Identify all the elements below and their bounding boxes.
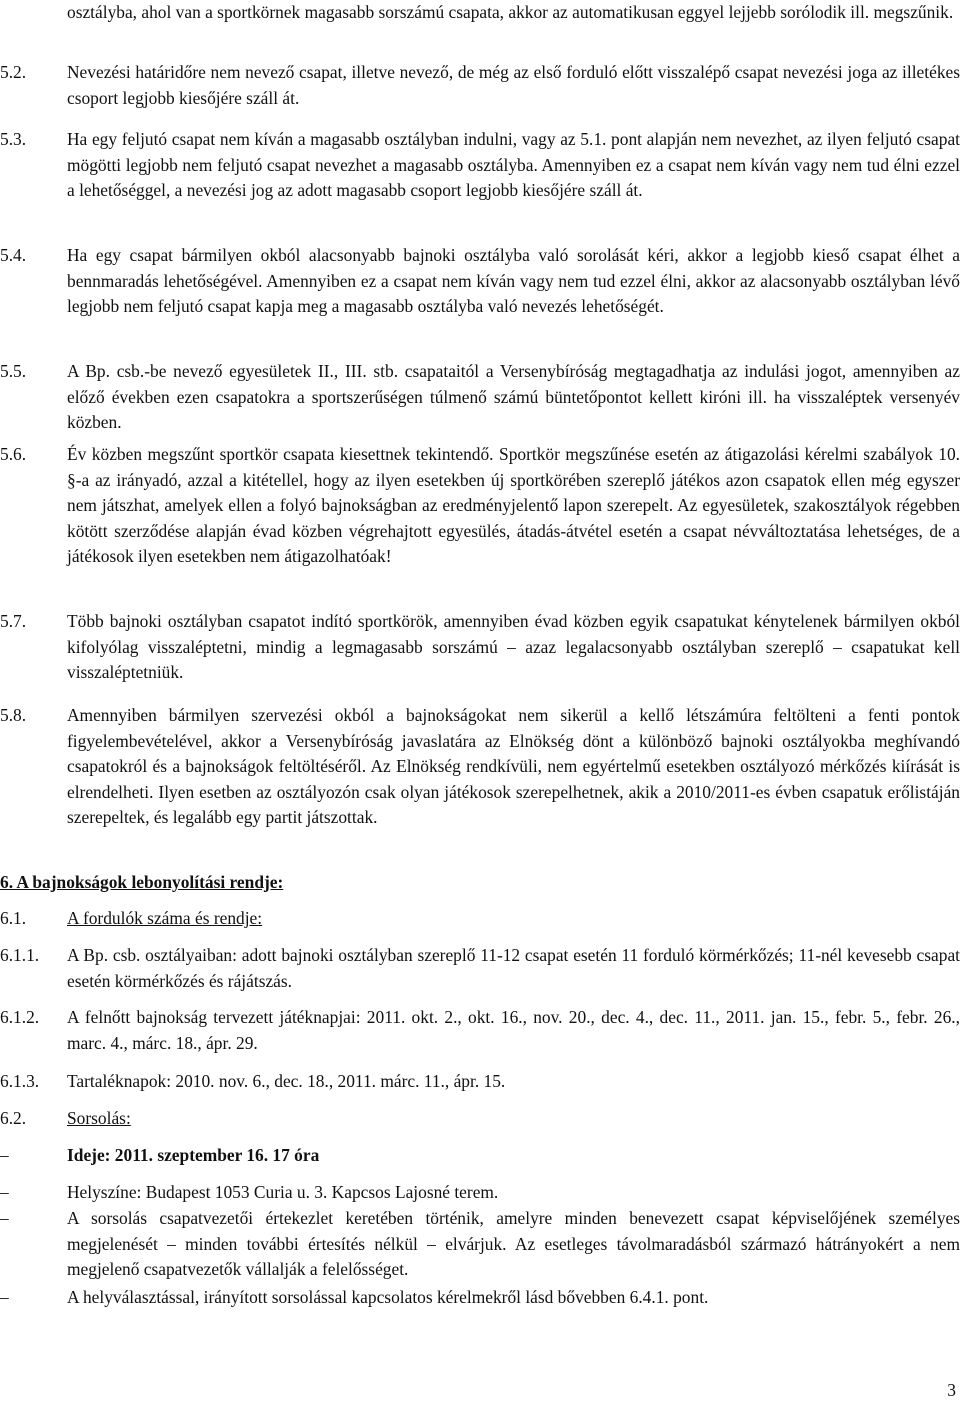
section-text: Amennyiben bármilyen szervezési okból a bajnokságokat nem sikerül a kellő létszámúra feltölteni a fenti pontok figyelembevételével, akkor a Versenybíróság javaslatára az Elnökség dönt a különböző bajnoki osztályokba meghívandó csapatokról és a bajnokságok feltöltéséről. Az Elnökség rendkívüli, nem egyértelmű esetekben osztályozó mérkőzés kiírását is elrendelheti. Ilyen esetben az osztályozón csak olyan játékosok szerepelhetnek, akik a 2010/2011-es évben csapatuk erőlistáján szerepeltek, és legalább egy partit játszottak. [67, 705, 960, 827]
section-title: Sorsolás: [67, 1108, 131, 1128]
section-text: Ha egy feljutó csapat nem kíván a magasabb osztályban indulni, vagy az 5.1. pont alapján nem nevezhet, az ilyen feljutó csapat mögötti legjobb nem feljutó csapat nevezhet a magasabb osztályba. Amennyiben ez a csapat nem kíván vagy nem tud élni ezzel a lehetőséggel, a nevezési jog az adott magasabb csoport legjobb kiesőjére száll át. [67, 129, 960, 200]
dash-bullet: – [0, 1287, 9, 1307]
bullet-item [0, 1143, 960, 1169]
bullet-text: A helyválasztással, irányított sorsolással kapcsolatos kérelmekről lásd bővebben 6.4.1. pont. [67, 1287, 709, 1307]
section-text: A Bp. csb.-be nevező egyesületek II., III. stb. csapataitól a Versenybíróság megtagadhatja az indulási jogot, amennyiben az előző években ezen csapatokra a sportszerűségen túlmenő számú büntetőpontot kellett kiróni ill. ha visszaléptek versenyév közben. [67, 361, 960, 432]
bullet-item [0, 1285, 960, 1311]
section-text: Év közben megszűnt sportkör csapata kiesettnek tekintendő. Sportkör megszűnése esetén az átigazolási kérelmi szabályok 10. §-a az irányadó, azzal a kitétellel, hogy az ilyen esetekben új sportkörében szereplő játékos azon csapatok ellen még egyszer nem játszhat, amelyek ellen a folyó bajnokságban az eredményjelentő lapon szerepelt. Az egyesületek, szakosztályok régebben kötött szerződése alapján évad közben végrehajtott egyesülés, átadás-átvétel esetén a csapat névváltoztatása lehetséges, de a játékosok ilyen esetekben nem átigazolhatóak! [67, 444, 960, 566]
section-text: Ha egy csapat bármilyen okból alacsonyabb bajnoki osztályba való sorolását kéri, akkor a legjobb kieső csapat élhet a bennmaradás lehetőségével. Amennyiben ez a csapat nem kíván vagy nem tud ezzel élni, akkor az alacsonyabb osztályban lévő legjobb nem feljutó csapat kapja meg a magasabb osztályba való nevezés lehetőségét. [67, 245, 960, 316]
section-number: 5.7. [0, 611, 27, 631]
bullet-text: A sorsolás csapatvezetői értekezlet keretében történik, amelyre minden benevezett csapat képviselőjének személyes megjelenését – minden további értesítés nélkül – elvárjuk. Az esetleges távolmaradásból származó hátrányokért a nem megjelenő csapatvezetők vállalják a felelősséget. [67, 1208, 960, 1279]
section-5-8 [0, 703, 960, 831]
intro-paragraph: osztályba, ahol van a sportkörnek magasabb sorszámú csapata, akkor az automatikusan eggyel lejjebb sorólodik ill. megszűnik. [67, 2, 954, 22]
section-number: 5.6. [0, 444, 27, 464]
section-text: Több bajnoki osztályban csapatot indító sportkörök, amennyiben évad közben egyik csapatukat kénytelenek bármilyen okból kifolyólag visszaléptetni, mindig a legmagasabb sorszámú – azaz legalacsonyabb osztályban szereplő – csapatukat kell visszaléptetniük. [67, 611, 960, 682]
section-number: 6.1.3. [0, 1071, 40, 1091]
section-5-5-actual [0, 359, 960, 436]
section-text: Nevezési határidőre nem nevező csapat, illetve nevező, de még az első forduló előtt visszalépő csapat nevezési joga az illetékes csoport legjobb kiesőjére száll át. [67, 62, 960, 108]
section-number: 6.1.1. [0, 945, 40, 965]
dash-bullet: – [0, 1145, 9, 1165]
dash-bullet: – [0, 1182, 9, 1202]
page-number: 3 [947, 1380, 956, 1400]
section-6-1 [0, 906, 960, 932]
section-number: 5.4. [0, 245, 27, 265]
section-5-3 [0, 127, 960, 204]
section-text: A felnőtt bajnokság tervezett játéknapjai: 2011. okt. 2., okt. 16., nov. 20., dec. 4., dec. 11., 2011. jan. 15., febr. 5., febr. 26., marc. 4., márc. 18., ápr. 29. [67, 1007, 960, 1053]
section-5-7 [0, 609, 960, 686]
section-number: 6.1.2. [0, 1007, 40, 1027]
dash-bullet: – [0, 1208, 9, 1228]
chapter-6-heading: 6. A bajnokságok lebonyolítási rendje: [0, 872, 284, 892]
section-5-2 [0, 60, 960, 111]
section-number: 6.2. [0, 1108, 27, 1128]
section-number: 5.3. [0, 129, 27, 149]
section-number: 5.2. [0, 62, 27, 82]
section-title: A fordulók száma és rendje: [67, 908, 263, 928]
bullet-item [0, 1206, 960, 1283]
section-number: 6.1. [0, 908, 27, 928]
bullet-text: Helyszíne: Budapest 1053 Curia u. 3. Kapcsos Lajosné terem. [67, 1182, 499, 1202]
section-6-1-1 [0, 943, 960, 994]
section-5-6 [0, 442, 960, 570]
section-6-1-2 [0, 1005, 960, 1056]
bullet-text: Ideje: 2011. szeptember 16. 17 óra [67, 1145, 320, 1165]
section-text: A Bp. csb. osztályaiban: adott bajnoki osztályban szereplő 11-12 csapat esetén 11 forduló körmérkőzés; 11-nél kevesebb csapat esetén körmérkőzés és rájátszás. [67, 945, 960, 991]
section-number: 5.8. [0, 705, 27, 725]
section-6-1-3 [0, 1069, 960, 1095]
section-6-2 [0, 1106, 960, 1132]
bullet-item [0, 1180, 960, 1206]
section-5-4 [0, 243, 960, 320]
section-number: 5.5. [0, 361, 27, 381]
section-text: Tartaléknapok: 2010. nov. 6., dec. 18., 2011. márc. 11., ápr. 15. [67, 1071, 506, 1091]
